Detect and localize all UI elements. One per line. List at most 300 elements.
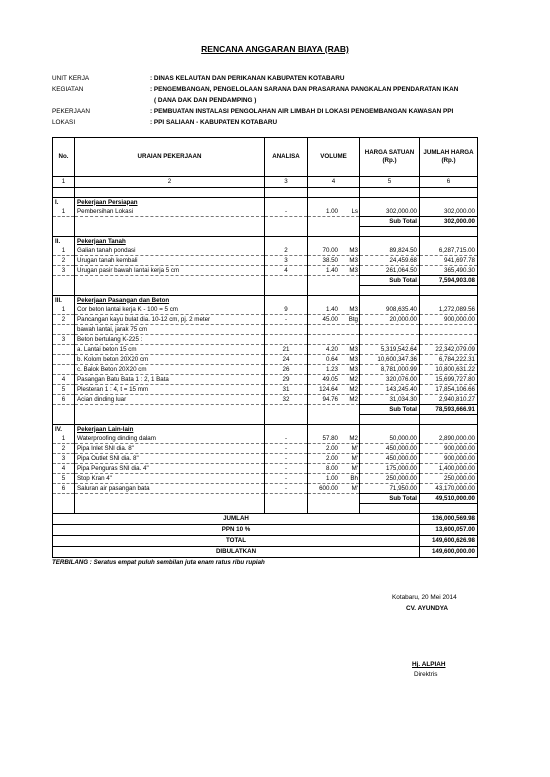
item-volume	[308, 345, 360, 355]
blank-cell	[53, 286, 75, 296]
item-description: b. Kolom beton 20X20 cm	[75, 355, 265, 365]
item-number	[53, 325, 75, 335]
item-volume	[308, 365, 360, 375]
item-volume	[308, 315, 360, 325]
item-volume	[308, 474, 360, 484]
column-number: 2	[75, 177, 265, 188]
item-description: Pembersihan Lokasi	[75, 207, 265, 217]
total-label: JUMLAH	[53, 514, 420, 525]
table-row	[53, 256, 478, 266]
item-harga-satuan: 89,824.50	[360, 246, 420, 256]
item-number	[53, 365, 75, 375]
total-row	[53, 525, 478, 536]
column-number: 6	[420, 177, 478, 188]
volume-unit: M'	[351, 464, 358, 472]
blank-row	[53, 227, 478, 237]
document-title: RENCANA ANGGARAN BIAYA (RAB)	[201, 44, 349, 54]
item-harga-satuan: 31,034.30	[360, 395, 420, 405]
volume-value: 38.50	[322, 256, 338, 264]
total-label: DIBULATKAN	[53, 547, 420, 558]
blank-cell	[360, 504, 420, 514]
section-name: Pekerjaan Pasangan dan Beton	[75, 296, 265, 306]
item-analisa: 26	[265, 365, 308, 375]
volume-unit: M3	[349, 355, 358, 363]
blank-cell	[265, 415, 308, 425]
blank-cell	[265, 227, 308, 237]
empty-cell	[308, 198, 360, 208]
item-analisa: -	[265, 484, 308, 494]
item-volume	[308, 355, 360, 365]
blank-cell	[420, 504, 478, 514]
empty-cell	[75, 494, 265, 504]
empty-cell	[75, 276, 265, 286]
table-row	[53, 434, 478, 444]
item-harga-satuan: 320,076.00	[360, 375, 420, 385]
item-description: Pipa Penguras SNI dia. 4"	[75, 464, 265, 474]
volume-unit: M3	[349, 266, 358, 274]
blank-cell	[265, 504, 308, 514]
total-value: 149,600,000.00	[420, 547, 478, 558]
volume-value: 2.00	[325, 454, 338, 462]
item-description: Urugan tanah kembali	[75, 256, 265, 266]
subtotal-row	[53, 217, 478, 227]
item-harga-satuan: 261,064.50	[360, 266, 420, 276]
item-jumlah-harga: 6,287,715.00	[420, 246, 478, 256]
table-row	[53, 345, 478, 355]
empty-cell	[265, 198, 308, 208]
blank-cell	[360, 188, 420, 198]
section-number: I.	[53, 198, 75, 208]
info-value: : PPI SALIAAN - KABUPATEN KOTABARU	[150, 119, 278, 126]
item-description: Acian dinding luar	[75, 395, 265, 405]
item-analisa: -	[265, 454, 308, 464]
item-description: Waterproofing dinding dalam	[75, 434, 265, 444]
item-jumlah-harga: 2,890,000.00	[420, 434, 478, 444]
item-harga-satuan: 50,000.00	[360, 434, 420, 444]
terbilang-text: TERBILANG : Seratus empat puluh sembilan juta enam ratus ribu rupiah	[52, 559, 265, 566]
volume-value: 1.00	[325, 207, 338, 215]
table-row	[53, 355, 478, 365]
volume-unit: M3	[349, 256, 358, 264]
blank-cell	[265, 286, 308, 296]
table-row	[53, 207, 478, 217]
empty-cell	[53, 276, 75, 286]
blank-cell	[53, 227, 75, 237]
item-volume	[308, 375, 360, 385]
item-number: 2	[53, 256, 75, 266]
item-description: a. Lantai beton 15 cm	[75, 345, 265, 355]
header-no: No.	[53, 138, 75, 177]
item-jumlah-harga: 302,000.00	[420, 207, 478, 217]
item-number: 4	[53, 375, 75, 385]
column-number: 1	[53, 177, 75, 188]
blank-cell	[53, 504, 75, 514]
item-harga-satuan: 20,000.00	[360, 315, 420, 325]
blank-row	[53, 188, 478, 198]
empty-cell	[308, 405, 360, 415]
item-analisa: 21	[265, 345, 308, 355]
item-harga-satuan: 143,245.40	[360, 385, 420, 395]
empty-cell	[360, 425, 420, 435]
item-analisa: -	[265, 444, 308, 454]
item-description: Beton bertulang K-225 :	[75, 335, 265, 345]
item-harga-satuan: 8,781,000.99	[360, 365, 420, 375]
info-label: UNIT KERJA	[52, 75, 90, 82]
volume-value: 70.00	[322, 246, 338, 254]
item-jumlah-harga	[420, 335, 478, 345]
volume-unit: M'	[351, 444, 358, 452]
subtotal-label: Sub Total	[360, 217, 420, 227]
empty-cell	[265, 237, 308, 247]
blank-cell	[360, 227, 420, 237]
item-volume	[308, 325, 360, 335]
volume-value: 124.64	[319, 385, 338, 393]
empty-cell	[308, 425, 360, 435]
item-number: 3	[53, 335, 75, 345]
blank-cell	[308, 188, 360, 198]
item-volume	[308, 444, 360, 454]
item-number: 1	[53, 207, 75, 217]
item-jumlah-harga: 2,940,810.27	[420, 395, 478, 405]
table-row	[53, 305, 478, 315]
blank-cell	[308, 286, 360, 296]
item-jumlah-harga: 1,272,089.56	[420, 305, 478, 315]
volume-unit: M'	[351, 454, 358, 462]
item-jumlah-harga: 900,000.00	[420, 315, 478, 325]
item-number: 1	[53, 246, 75, 256]
empty-cell	[420, 237, 478, 247]
item-analisa: 32	[265, 395, 308, 405]
item-description: Cor beton lantai kerja K - 100 = 5 cm	[75, 305, 265, 315]
item-volume	[308, 464, 360, 474]
blank-cell	[53, 188, 75, 198]
volume-value: 1.40	[325, 305, 338, 313]
volume-value: 600.00	[319, 484, 338, 492]
total-row	[53, 536, 478, 547]
volume-unit: M2	[349, 375, 358, 383]
empty-cell	[308, 217, 360, 227]
item-analisa: 31	[265, 385, 308, 395]
blank-cell	[75, 415, 265, 425]
total-row	[53, 514, 478, 525]
item-volume	[308, 207, 360, 217]
empty-cell	[53, 217, 75, 227]
volume-value: 57.80	[322, 434, 338, 442]
volume-unit: M2	[349, 395, 358, 403]
item-harga-satuan: 450,000.00	[360, 454, 420, 464]
section-name: Pekerjaan Persiapan	[75, 198, 265, 208]
table-row	[53, 365, 478, 375]
blank-cell	[420, 286, 478, 296]
section-header-row	[53, 425, 478, 435]
item-description: bawah lantai, jarak 75 cm	[75, 325, 265, 335]
item-harga-satuan: 302,000.00	[360, 207, 420, 217]
table-row	[53, 474, 478, 484]
item-number: 3	[53, 454, 75, 464]
item-harga-satuan: 10,600,347.36	[360, 355, 420, 365]
item-jumlah-harga: 10,800,631.22	[420, 365, 478, 375]
empty-cell	[308, 296, 360, 306]
signatory-role: Direktris	[414, 671, 438, 678]
item-number: 6	[53, 484, 75, 494]
total-value: 149,600,626.98	[420, 536, 478, 547]
volume-unit: M2	[349, 385, 358, 393]
empty-cell	[360, 237, 420, 247]
info-value: : PENGEMBANGAN, PENGELOLAAN SARANA DAN PRASARANA PANGKALAN PPENDARATAN IKAN	[150, 86, 459, 93]
info-value: : PEMBUATAN INSTALASI PENGOLAHAN AIR LIMBAH DI LOKASI PENGEMBANGAN KAWASAN PPI	[150, 108, 454, 115]
blank-cell	[308, 504, 360, 514]
item-analisa: -	[265, 315, 308, 325]
item-analisa: 9	[265, 305, 308, 315]
item-jumlah-harga: 900,000.00	[420, 454, 478, 464]
item-harga-satuan: 250,000.00	[360, 474, 420, 484]
item-jumlah-harga: 17,854,106.66	[420, 385, 478, 395]
subtotal-label: Sub Total	[360, 405, 420, 415]
info-label: KEGIATAN	[52, 86, 84, 93]
table-body	[53, 177, 478, 558]
empty-cell	[308, 276, 360, 286]
item-volume	[308, 434, 360, 444]
item-analisa: -	[265, 474, 308, 484]
item-number: 4	[53, 464, 75, 474]
item-jumlah-harga: 1,400,000.00	[420, 464, 478, 474]
empty-cell	[265, 425, 308, 435]
empty-cell	[53, 494, 75, 504]
item-volume	[308, 266, 360, 276]
info-value: ( DANA DAK DAN PENDAMPING )	[154, 97, 257, 104]
item-number: 3	[53, 266, 75, 276]
subtotal-row	[53, 494, 478, 504]
header-uraian: URAIAN PEKERJAAN	[75, 138, 265, 177]
header-jumlah-harga: JUMLAH HARGA (Rp.)	[420, 138, 478, 177]
blank-cell	[53, 415, 75, 425]
item-number	[53, 355, 75, 365]
total-row	[53, 547, 478, 558]
table-row	[53, 444, 478, 454]
info-label: LOKASI	[52, 119, 76, 126]
item-volume	[308, 305, 360, 315]
section-number: IV.	[53, 425, 75, 435]
volume-unit: M'	[351, 484, 358, 492]
item-description: Pipa Inlet SNI dia. 8"	[75, 444, 265, 454]
section-number: III.	[53, 296, 75, 306]
section-header-row	[53, 237, 478, 247]
item-description: Galian tanah pondasi	[75, 246, 265, 256]
blank-cell	[308, 227, 360, 237]
item-harga-satuan	[360, 335, 420, 345]
item-volume	[308, 395, 360, 405]
item-harga-satuan: 71,950.00	[360, 484, 420, 494]
table-row	[53, 395, 478, 405]
item-description: Stop Kran 4"	[75, 474, 265, 484]
blank-cell	[75, 188, 265, 198]
subtotal-row	[53, 405, 478, 415]
item-volume	[308, 246, 360, 256]
place-date: Kotabaru, 20 Mei 2014	[392, 594, 457, 601]
blank-cell	[75, 504, 265, 514]
table-row	[53, 315, 478, 325]
volume-value: 1.23	[325, 365, 338, 373]
volume-unit: Bh	[350, 474, 358, 482]
item-harga-satuan: 5,319,542.64	[360, 345, 420, 355]
item-description: Saluran air pasangan bata	[75, 484, 265, 494]
subtotal-value: 49,510,000.00	[420, 494, 478, 504]
item-analisa: -	[265, 434, 308, 444]
table-row	[53, 375, 478, 385]
table-row	[53, 385, 478, 395]
total-label: TOTAL	[53, 536, 420, 547]
volume-value: 8.00	[325, 464, 338, 472]
section-name: Pekerjaan Tanah	[75, 237, 265, 247]
header-analisa: ANALISA	[265, 138, 308, 177]
rab-table	[52, 137, 478, 558]
item-jumlah-harga: 15,699,727.80	[420, 375, 478, 385]
subtotal-value: 302,000.00	[420, 217, 478, 227]
empty-cell	[360, 296, 420, 306]
signatory-name: Hj. ALPIAH	[412, 661, 446, 668]
empty-cell	[53, 405, 75, 415]
section-header-row	[53, 296, 478, 306]
item-number: 1	[53, 305, 75, 315]
empty-cell	[265, 494, 308, 504]
empty-cell	[360, 198, 420, 208]
column-number-row	[53, 177, 478, 188]
subtotal-label: Sub Total	[360, 494, 420, 504]
item-harga-satuan: 24,459.68	[360, 256, 420, 266]
blank-row	[53, 286, 478, 296]
section-number: II.	[53, 237, 75, 247]
volume-value: 0.64	[325, 355, 338, 363]
item-jumlah-harga	[420, 325, 478, 335]
subtotal-value: 78,593,666.91	[420, 405, 478, 415]
empty-cell	[75, 405, 265, 415]
item-jumlah-harga: 43,170,000.00	[420, 484, 478, 494]
item-description: c. Balok Beton 20X20 cm	[75, 365, 265, 375]
total-value: 136,000,569.98	[420, 514, 478, 525]
volume-unit: Ls	[351, 207, 358, 215]
section-name: Pekerjaan Lain-lain	[75, 425, 265, 435]
empty-cell	[265, 276, 308, 286]
item-volume	[308, 335, 360, 345]
table-row	[53, 454, 478, 464]
item-analisa: 29	[265, 375, 308, 385]
item-harga-satuan: 175,000.00	[360, 464, 420, 474]
item-analisa: 2	[265, 246, 308, 256]
item-volume	[308, 385, 360, 395]
blank-cell	[420, 227, 478, 237]
total-label: PPN 10 %	[53, 525, 420, 536]
item-volume	[308, 256, 360, 266]
item-harga-satuan: 450,000.00	[360, 444, 420, 454]
info-label: PEKERJAAN	[52, 108, 91, 115]
header-harga-satuan: HARGA SATUAN (Rp.)	[360, 138, 420, 177]
item-jumlah-harga: 365,490.30	[420, 266, 478, 276]
volume-value: 2.00	[325, 444, 338, 452]
volume-value: 49.05	[322, 375, 338, 383]
item-jumlah-harga: 900,000.00	[420, 444, 478, 454]
volume-unit: M2	[349, 434, 358, 442]
item-harga-satuan: 908,635.40	[360, 305, 420, 315]
table-row	[53, 335, 478, 345]
item-analisa: 24	[265, 355, 308, 365]
subtotal-value: 7,594,903.08	[420, 276, 478, 286]
blank-row	[53, 415, 478, 425]
item-analisa	[265, 325, 308, 335]
item-jumlah-harga: 6,784,222.31	[420, 355, 478, 365]
table-row	[53, 325, 478, 335]
blank-cell	[360, 286, 420, 296]
column-number: 3	[265, 177, 308, 188]
item-volume	[308, 454, 360, 464]
column-number: 5	[360, 177, 420, 188]
item-analisa: 4	[265, 266, 308, 276]
volume-unit: M3	[349, 345, 358, 353]
item-number: 6	[53, 395, 75, 405]
empty-cell	[420, 198, 478, 208]
blank-row	[53, 504, 478, 514]
subtotal-row	[53, 276, 478, 286]
column-number: 4	[308, 177, 360, 188]
blank-cell	[420, 188, 478, 198]
item-harga-satuan	[360, 325, 420, 335]
empty-cell	[265, 296, 308, 306]
volume-value: 1.40	[325, 266, 338, 274]
info-value: : DINAS KELAUTAN DAN PERIKANAN KABUPATEN KOTABARU	[150, 75, 345, 82]
item-number: 2	[53, 444, 75, 454]
item-description: Pipa Outlet SNI dia. 8"	[75, 454, 265, 464]
volume-unit: M3	[349, 305, 358, 313]
item-number: 2	[53, 315, 75, 325]
table-row	[53, 464, 478, 474]
item-number: 5	[53, 385, 75, 395]
blank-cell	[75, 286, 265, 296]
item-analisa	[265, 335, 308, 345]
item-jumlah-harga: 250,000.00	[420, 474, 478, 484]
item-number	[53, 345, 75, 355]
empty-cell	[265, 405, 308, 415]
item-volume	[308, 484, 360, 494]
volume-value: 1.00	[325, 474, 338, 482]
volume-value: 94.76	[322, 395, 338, 403]
volume-value: 45.00	[322, 315, 338, 323]
empty-cell	[265, 217, 308, 227]
volume-unit: M3	[349, 365, 358, 373]
item-analisa: -	[265, 464, 308, 474]
blank-cell	[265, 188, 308, 198]
item-jumlah-harga: 22,342,079.09	[420, 345, 478, 355]
section-header-row	[53, 198, 478, 208]
table-row	[53, 246, 478, 256]
empty-cell	[75, 217, 265, 227]
empty-cell	[308, 237, 360, 247]
item-description: Urugan pasir bawah lantai kerja 5 cm	[75, 266, 265, 276]
item-jumlah-harga: 941,697.78	[420, 256, 478, 266]
item-description: Pasangan Batu Bata 1 : 2, 1 Bata	[75, 375, 265, 385]
empty-cell	[420, 296, 478, 306]
header-volume: VOLUME	[308, 138, 360, 177]
volume-value: 4.20	[325, 345, 338, 353]
item-analisa: -	[265, 207, 308, 217]
blank-cell	[360, 415, 420, 425]
blank-cell	[308, 415, 360, 425]
subtotal-label: Sub Total	[360, 276, 420, 286]
empty-cell	[308, 494, 360, 504]
volume-unit: M3	[349, 246, 358, 254]
item-analisa: 3	[265, 256, 308, 266]
table-row	[53, 484, 478, 494]
volume-unit: Btg	[348, 315, 358, 323]
item-number: 1	[53, 434, 75, 444]
